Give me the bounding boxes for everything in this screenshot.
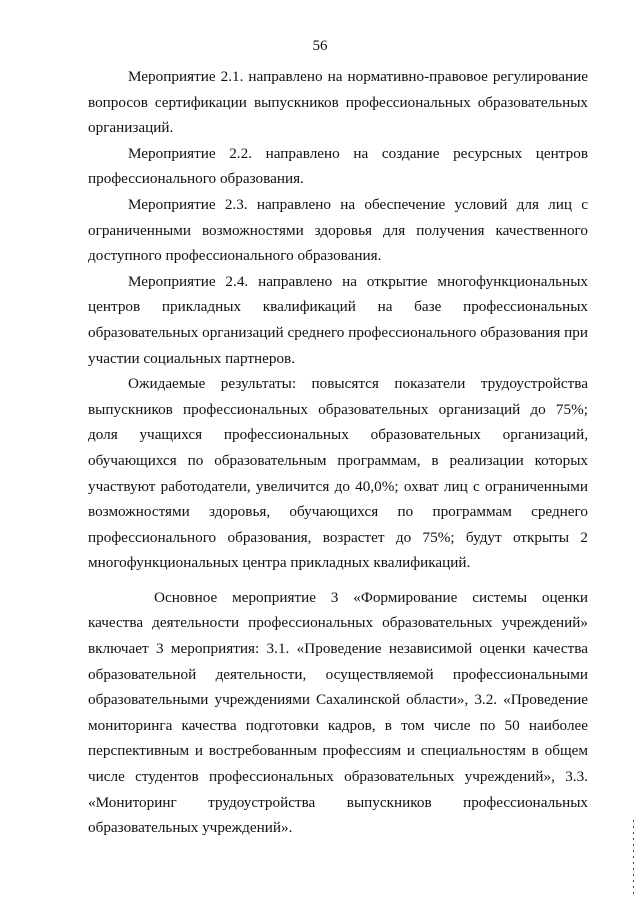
- paragraph-measure-2-3: Мероприятие 2.3. направлено на обеспечение условий для лиц с ограниченными возможностями здоровья для получения качественного доступного профессионального образования.: [88, 195, 588, 265]
- paragraph-measure-2-4: Мероприятие 2.4. направлено на открытие многофункциональных центров прикладных квалификаций на базе профессиональных образовательных организаций среднего профессионального образования при участии социальных партнеров.: [88, 272, 588, 367]
- page-number: 56: [312, 38, 328, 54]
- paragraph-measure-2-1: Мероприятие 2.1. направлено на нормативно-правовое регулирование вопросов сертификации выпускников профессиональных образовательных организаций.: [88, 68, 588, 137]
- paragraph-measure-2-2: Мероприятие 2.2. направлено на создание ресурсных центров профессионального образования.: [88, 144, 588, 188]
- scan-edge-mark: [633, 820, 634, 896]
- body-text: [88, 64, 588, 841]
- paragraph-expected-results: Ожидаемые результаты: повысятся показатели трудоустройства выпускников профессиональных образовательных организаций до 75%; доля учащихся профессиональных образовательных организаций, обучающихся по образовательным программам, в реализации которых участвуют работодатели, увеличится до 40,0%; охват лиц с ограниченными возможностями здоровья, обучающихся по программам среднего профессионального образования, возрастет до 75%; будут открыты 2 многофункциональных центра прикладных квалификаций.: [88, 375, 588, 572]
- paragraph-main-measure-3: Основное мероприятие 3 «Формирование системы оценки качества деятельности профессиональных образовательных учреждений» включает 3 мероприятия: 3.1. «Проведение независимой оценки качества образовательной деятельности, осуществляемой профессиональными образовательными учреждениями Сахалинской области», 3.2. «Проведение мониторинга качества подготовки кадров, в том числе по 50 наиболее перспективным и востребованным профессиям и специальностям в общем числе студентов профессиональных образовательных учреждений», 3.3. «Мониторинг трудоустройства выпускников профессиональных образовательных учреждений».: [88, 588, 588, 837]
